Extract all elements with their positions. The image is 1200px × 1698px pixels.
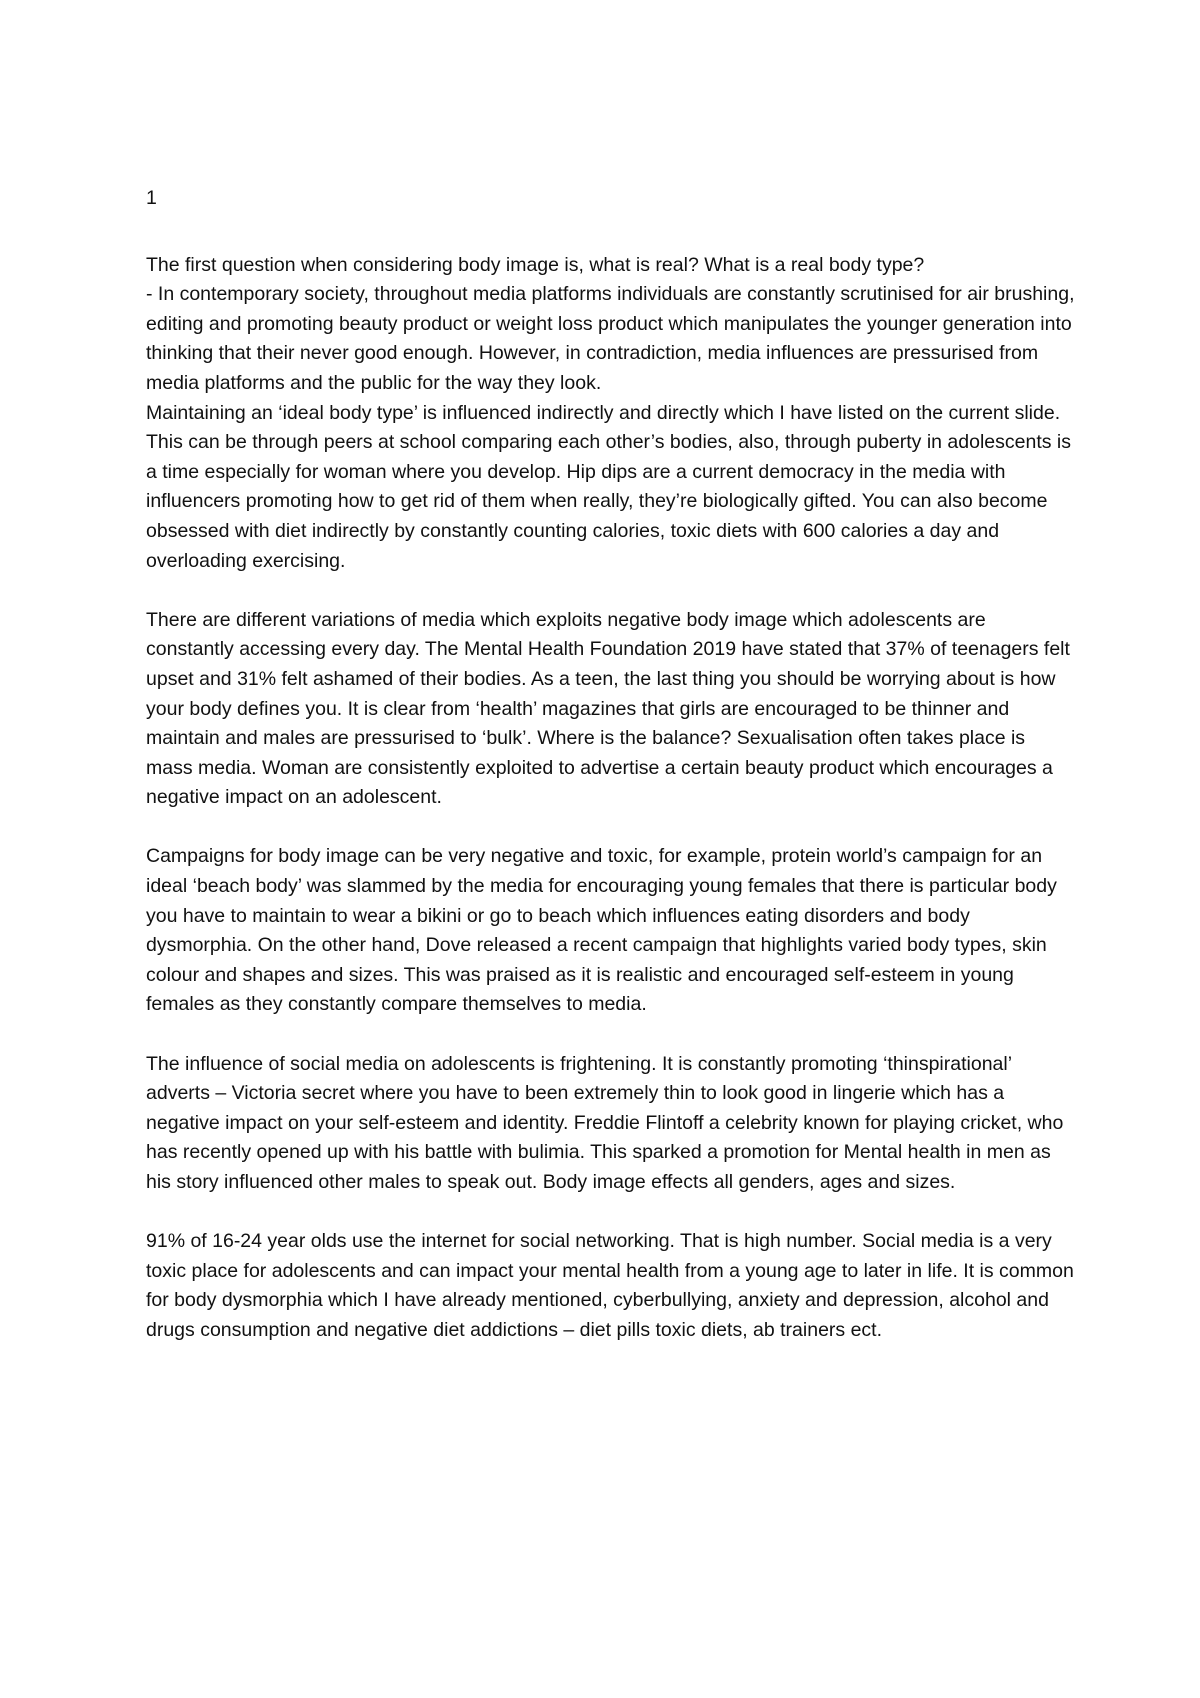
page-number: 1	[146, 187, 157, 209]
paragraph-ideal-body-type: Maintaining an ‘ideal body type’ is influenced indirectly and directly which I have listed on the current slide. This can be through peers at school comparing each other’s bodies, also, through puberty in adolescents is a time especially for woman where you develop. Hip dips are a current democracy in the media with influencers promoting how to get rid of them when really, they’re biologically gifted. You can also become obsessed with diet indirectly by constantly counting calories, toxic diets with 600 calories a day and overloading exercising.	[146, 401, 1072, 572]
paragraph-intro-question: The first question when considering body image is, what is real? What is a real body type?	[146, 253, 925, 276]
paragraph-internet-statistics: 91% of 16-24 year olds use the internet for social networking. That is high number. Social media is a very toxic place for adolescents and can impact your mental health from a young age to later in life. It is common for body dysmorphia which I have already mentioned, cyberbullying, anxiety and depression, alcohol and drugs consumption and negative diet addictions – diet pills toxic diets, ab trainers ect.	[146, 1230, 1074, 1341]
paragraph-campaigns: Campaigns for body image can be very negative and toxic, for example, protein world’s campaign for an ideal ‘beach body’ was slammed by the media for encouraging young females that there is particular body you have to maintain to wear a bikini or go to beach which influences eating disorders and body dysmorphia. On the other hand, Dove released a recent campaign that highlights varied body types, skin colour and shapes and sizes. This was praised as it is realistic and encouraged self-esteem in young females as they constantly compare themselves to media.	[146, 845, 1057, 1016]
paragraph-social-media-influence: The influence of social media on adolescents is frightening. It is constantly promoting ‘thinspirational’ adverts – Victoria secret where you have to been extremely thin to look good in lingerie which has a negative impact on your self-esteem and identity. Freddie Flintoff a celebrity known for playing cricket, who has recently opened up with his battle with bulimia. This sparked a promotion for Mental health in men as his story influenced other males to speak out. Body image effects all genders, ages and sizes.	[146, 1052, 1064, 1193]
paragraph-media-variations: There are different variations of media which exploits negative body image which adolescents are constantly accessing every day. The Mental Health Foundation 2019 have stated that 37% of teenagers felt upset and 31% felt ashamed of their bodies. As a teen, the last thing you should be worrying about is how your body defines you. It is clear from ‘health’ magazines that girls are encouraged to be thinner and maintain and males are pressurised to ‘bulk’. Where is the balance? Sexualisation often takes place is mass media. Woman are consistently exploited to advertise a certain beauty product which encourages a negative impact on an adolescent.	[146, 608, 1070, 809]
paragraph-contemporary-society: - In contemporary society, throughout media platforms individuals are constantly scrutinised for air brushing, editing and promoting beauty product or weight loss product which manipulates the younger generation into thinking that their never good enough. However, in contradiction, media influences are pressurised from media platforms and the public for the way they look.	[146, 283, 1075, 394]
document-body	[146, 184, 1076, 1346]
